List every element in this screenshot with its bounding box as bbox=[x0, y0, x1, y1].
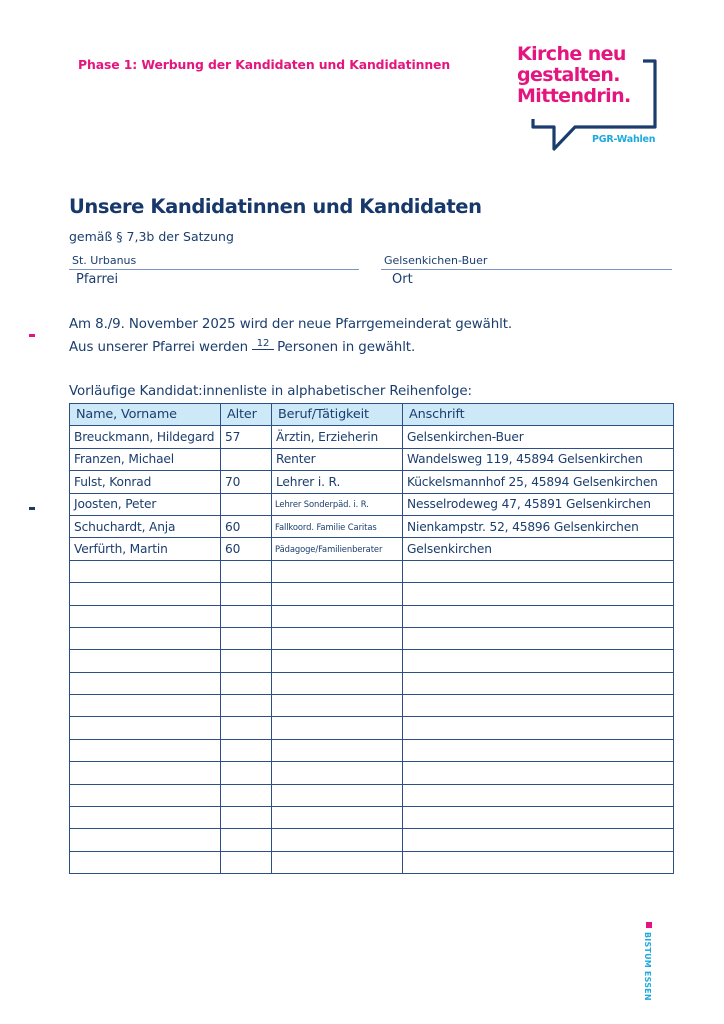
cell-name-empty[interactable] bbox=[70, 605, 221, 627]
logo-line-1: Kirche neu bbox=[517, 43, 626, 65]
table-row-empty bbox=[70, 717, 674, 739]
margin-marker-blue bbox=[29, 507, 35, 510]
cell-anschrift-empty[interactable] bbox=[403, 851, 674, 873]
table-row bbox=[70, 471, 674, 493]
cell-alter-empty[interactable] bbox=[221, 627, 272, 649]
cell-anschrift[interactable]: Nesselrodeweg 47, 45891 Gelsenkirchen bbox=[403, 493, 674, 515]
cell-name-empty[interactable] bbox=[70, 672, 221, 694]
table-row-empty bbox=[70, 650, 674, 672]
election-date-text: Am 8./9. November 2025 wird der neue Pfarrgemeinderat gewählt. bbox=[69, 317, 513, 332]
cell-name[interactable]: Fulst, Konrad bbox=[70, 471, 221, 493]
cell-anschrift-empty[interactable] bbox=[403, 762, 674, 784]
candidate-table-body bbox=[70, 426, 674, 874]
cell-name-empty[interactable] bbox=[70, 829, 221, 851]
cell-beruf-empty[interactable] bbox=[272, 650, 403, 672]
logo-line-3: Mittendrin. bbox=[517, 85, 631, 107]
cell-anschrift-empty[interactable] bbox=[403, 627, 674, 649]
table-row-empty bbox=[70, 851, 674, 873]
cell-name-empty[interactable] bbox=[70, 851, 221, 873]
cell-name-empty[interactable] bbox=[70, 650, 221, 672]
cell-name-empty[interactable] bbox=[70, 784, 221, 806]
cell-anschrift[interactable]: Gelsenkirchen-Buer bbox=[403, 426, 674, 448]
candidate-table bbox=[69, 403, 674, 874]
cell-alter-empty[interactable] bbox=[221, 807, 272, 829]
cell-alter-empty[interactable] bbox=[221, 650, 272, 672]
page-title: Unsere Kandidatinnen und Kandidaten bbox=[69, 195, 482, 218]
cell-name[interactable]: Breuckmann, Hildegard bbox=[70, 426, 221, 448]
cell-name[interactable]: Schuchardt, Anja bbox=[70, 515, 221, 537]
cell-anschrift-empty[interactable] bbox=[403, 583, 674, 605]
cell-beruf-empty[interactable] bbox=[272, 560, 403, 582]
cell-anschrift-empty[interactable] bbox=[403, 695, 674, 717]
column-header-name: Name, Vorname bbox=[70, 404, 221, 426]
cell-anschrift[interactable]: Kückelsmannhof 25, 45894 Gelsenkirchen bbox=[403, 471, 674, 493]
cell-anschrift-empty[interactable] bbox=[403, 739, 674, 761]
cell-beruf-empty[interactable] bbox=[272, 627, 403, 649]
cell-beruf[interactable]: Ärztin, Erzieherin bbox=[272, 426, 403, 448]
table-row-empty bbox=[70, 672, 674, 694]
cell-beruf-empty[interactable] bbox=[272, 672, 403, 694]
seat-count-text bbox=[69, 340, 415, 355]
cell-beruf-empty[interactable] bbox=[272, 695, 403, 717]
ort-label: Ort bbox=[392, 272, 413, 287]
cell-alter-empty[interactable] bbox=[221, 784, 272, 806]
cell-name-empty[interactable] bbox=[70, 627, 221, 649]
column-header-beruf: Beruf/Tätigkeit bbox=[272, 404, 403, 426]
cell-alter-empty[interactable] bbox=[221, 739, 272, 761]
seat-count-after: Personen in gewählt. bbox=[277, 340, 416, 355]
list-intro: Vorläufige Kandidat:innenliste in alphabetischer Reihenfolge: bbox=[69, 384, 472, 399]
phase-label: Phase 1: Werbung der Kandidaten und Kandidatinnen bbox=[78, 57, 451, 72]
cell-alter[interactable] bbox=[221, 493, 272, 515]
cell-beruf[interactable]: Pädagoge/Familienberater bbox=[272, 538, 403, 560]
cell-alter[interactable]: 60 bbox=[221, 538, 272, 560]
table-row-empty bbox=[70, 605, 674, 627]
seat-count-number[interactable]: 12 bbox=[252, 338, 274, 350]
cell-anschrift[interactable]: Nienkampstr. 52, 45896 Gelsenkirchen bbox=[403, 515, 674, 537]
cell-alter-empty[interactable] bbox=[221, 672, 272, 694]
table-row-empty bbox=[70, 762, 674, 784]
cell-alter-empty[interactable] bbox=[221, 560, 272, 582]
cell-anschrift-empty[interactable] bbox=[403, 605, 674, 627]
table-row bbox=[70, 426, 674, 448]
cell-beruf-empty[interactable] bbox=[272, 739, 403, 761]
footer-brand bbox=[643, 922, 655, 1002]
table-row-empty bbox=[70, 829, 674, 851]
cell-anschrift-empty[interactable] bbox=[403, 717, 674, 739]
cell-beruf-empty[interactable] bbox=[272, 605, 403, 627]
cell-beruf[interactable]: Renter bbox=[272, 448, 403, 470]
cell-anschrift-empty[interactable] bbox=[403, 807, 674, 829]
cell-anschrift-empty[interactable] bbox=[403, 650, 674, 672]
cell-beruf[interactable]: Fallkoord. Familie Caritas bbox=[272, 515, 403, 537]
table-row-empty bbox=[70, 583, 674, 605]
logo-subline: PGR-Wahlen bbox=[592, 134, 656, 145]
cell-alter[interactable]: 57 bbox=[221, 426, 272, 448]
cell-alter-empty[interactable] bbox=[221, 829, 272, 851]
margin-marker-pink bbox=[29, 334, 35, 337]
table-header-row bbox=[70, 404, 674, 426]
brand-name: BISTUM ESSEN bbox=[643, 932, 652, 1001]
table-row bbox=[70, 493, 674, 515]
table-row-empty bbox=[70, 807, 674, 829]
table-row bbox=[70, 538, 674, 560]
column-header-anschrift: Anschrift bbox=[403, 404, 674, 426]
page-subtitle: gemäß § 7,3b der Satzung bbox=[69, 229, 234, 244]
cell-anschrift-empty[interactable] bbox=[403, 784, 674, 806]
cell-name-empty[interactable] bbox=[70, 762, 221, 784]
cell-alter[interactable] bbox=[221, 448, 272, 470]
logo-line-2: gestalten. bbox=[517, 64, 620, 86]
table-row bbox=[70, 515, 674, 537]
column-header-alter: Alter bbox=[221, 404, 272, 426]
cell-anschrift-empty[interactable] bbox=[403, 560, 674, 582]
cell-beruf-empty[interactable] bbox=[272, 583, 403, 605]
cell-name-empty[interactable] bbox=[70, 739, 221, 761]
cell-alter-empty[interactable] bbox=[221, 695, 272, 717]
cell-anschrift[interactable]: Gelsenkirchen bbox=[403, 538, 674, 560]
cell-beruf-empty[interactable] bbox=[272, 829, 403, 851]
table-row-empty bbox=[70, 627, 674, 649]
cell-anschrift[interactable]: Wandelsweg 119, 45894 Gelsenkirchen bbox=[403, 448, 674, 470]
cell-name[interactable]: Verfürth, Martin bbox=[70, 538, 221, 560]
cell-name-empty[interactable] bbox=[70, 717, 221, 739]
cell-anschrift-empty[interactable] bbox=[403, 829, 674, 851]
cell-alter[interactable]: 60 bbox=[221, 515, 272, 537]
cell-beruf-empty[interactable] bbox=[272, 784, 403, 806]
cell-alter[interactable]: 70 bbox=[221, 471, 272, 493]
cell-name-empty[interactable] bbox=[70, 560, 221, 582]
cell-beruf-empty[interactable] bbox=[272, 762, 403, 784]
cell-name-empty[interactable] bbox=[70, 695, 221, 717]
table-row-empty bbox=[70, 739, 674, 761]
cell-beruf-empty[interactable] bbox=[272, 851, 403, 873]
seat-count-before: Aus unserer Pfarrei werden bbox=[69, 340, 249, 355]
cell-alter-empty[interactable] bbox=[221, 605, 272, 627]
ort-line bbox=[381, 269, 672, 270]
table-row-empty bbox=[70, 784, 674, 806]
cell-beruf[interactable]: Lehrer i. R. bbox=[272, 471, 403, 493]
cell-beruf-empty[interactable] bbox=[272, 807, 403, 829]
brand-square-icon bbox=[646, 922, 652, 928]
pfarrei-label: Pfarrei bbox=[76, 272, 119, 287]
logo-slogan bbox=[517, 44, 631, 107]
table-row-empty bbox=[70, 560, 674, 582]
ort-value[interactable]: Gelsenkichen-Buer bbox=[384, 254, 488, 267]
cell-name[interactable]: Franzen, Michael bbox=[70, 448, 221, 470]
cell-beruf[interactable]: Lehrer Sonderpäd. i. R. bbox=[272, 493, 403, 515]
cell-name-empty[interactable] bbox=[70, 807, 221, 829]
cell-alter-empty[interactable] bbox=[221, 762, 272, 784]
cell-alter-empty[interactable] bbox=[221, 851, 272, 873]
cell-alter-empty[interactable] bbox=[221, 583, 272, 605]
table-row bbox=[70, 448, 674, 470]
cell-alter-empty[interactable] bbox=[221, 717, 272, 739]
table-row-empty bbox=[70, 695, 674, 717]
pfarrei-line bbox=[69, 269, 359, 270]
cell-name-empty[interactable] bbox=[70, 583, 221, 605]
cell-beruf-empty[interactable] bbox=[272, 717, 403, 739]
cell-name[interactable]: Joosten, Peter bbox=[70, 493, 221, 515]
pfarrei-value[interactable]: St. Urbanus bbox=[72, 254, 137, 267]
cell-anschrift-empty[interactable] bbox=[403, 672, 674, 694]
